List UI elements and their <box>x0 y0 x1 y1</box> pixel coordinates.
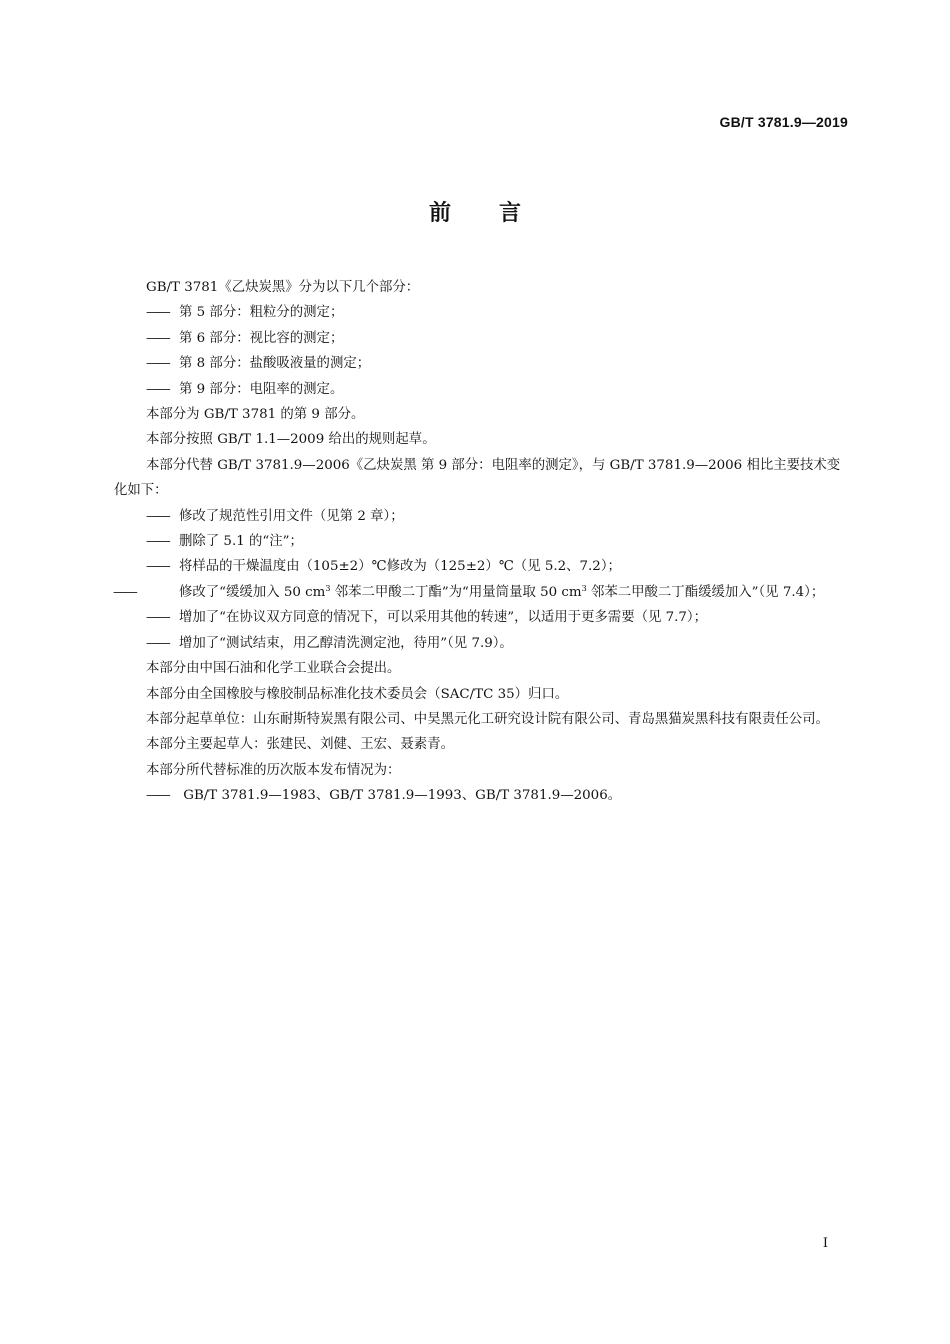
list-item-change-1: —— 修改了规范性引用文件（见第 2 章）； <box>146 508 404 524</box>
paragraph-drafters: 本部分主要起草人：张建民、刘健、王宏、聂素青。 <box>146 737 454 753</box>
list-item-change-6: —— 增加了“测试结束，用乙醇清洗测定池，待用”（见 7.9）。 <box>146 635 513 651</box>
paragraph-intro: GB/T 3781《乙炔炭黑》分为以下几个部分： <box>146 280 420 295</box>
list-item-part-6: —— 第 6 部分：视比容的测定； <box>146 330 344 346</box>
list-item-change-2: —— 删除了 5.1 的“注”； <box>146 534 303 550</box>
standard-code: GB/T 3781.9—2019 <box>719 114 848 130</box>
list-item-history: —— GB/T 3781.9—1983、GB/T 3781.9—1993、GB/T 3781.9—2006。 <box>146 788 622 804</box>
title-char-1: 前 <box>428 201 451 226</box>
paragraph-history-intro: 本部分所代替标准的历次版本发布情况为： <box>146 762 401 778</box>
title-char-2: 言 <box>499 201 522 226</box>
paragraph-drafting-rules: 本部分按照 GB/T 1.1—2009 给出的规则起草。 <box>146 432 436 448</box>
page-title <box>0 196 950 227</box>
list-item-change-4: —— 修改了“缓缓加入 50 $cm^3$ 邻苯二甲酸二丁酯”为“用量筒量取 50 $cm^3$ 邻苯二甲酸二丁酯缓缓加入”（见 7.4）； <box>113 583 825 600</box>
list-item-change-5: —— 增加了“在协议双方同意的情况下，可以采用其他的转速”，以适用于更多需要（见 7.7）； <box>146 610 707 626</box>
list-item-change-3: —— 将样品的干燥温度由（105±2）℃修改为（125±2）℃（见 5.2、7.2）； <box>146 559 621 575</box>
foreword-body <box>114 275 850 809</box>
page-number: I <box>822 1236 828 1251</box>
paragraph-proposer: 本部分由中国石油和化学工业联合会提出。 <box>146 661 401 677</box>
paragraph-drafting-units: 本部分起草单位：山东耐斯特炭黑有限公司、中昊黑元化工研究设计院有限公司、青岛黑猫炭黑科技有限责任公司。 <box>146 711 829 727</box>
paragraph-replacement: 本部分代替 GB/T 3781.9—2006《乙炔炭黑 第 9 部分：电阻率的测定》，与 GB/T 3781.9—2006 相比主要技术变化如下： <box>114 457 841 499</box>
paragraph-committee: 本部分由全国橡胶与橡胶制品标准化技术委员会（SAC/TC 35）归口。 <box>146 686 569 702</box>
paragraph-part-statement: 本部分为 GB/T 3781 的第 9 部分。 <box>146 407 365 423</box>
list-item-part-5: —— 第 5 部分：粗粒分的测定； <box>146 305 344 321</box>
list-item-part-8: —— 第 8 部分：盐酸吸液量的测定； <box>146 356 371 372</box>
list-item-part-9: —— 第 9 部分：电阻率的测定。 <box>146 381 344 397</box>
